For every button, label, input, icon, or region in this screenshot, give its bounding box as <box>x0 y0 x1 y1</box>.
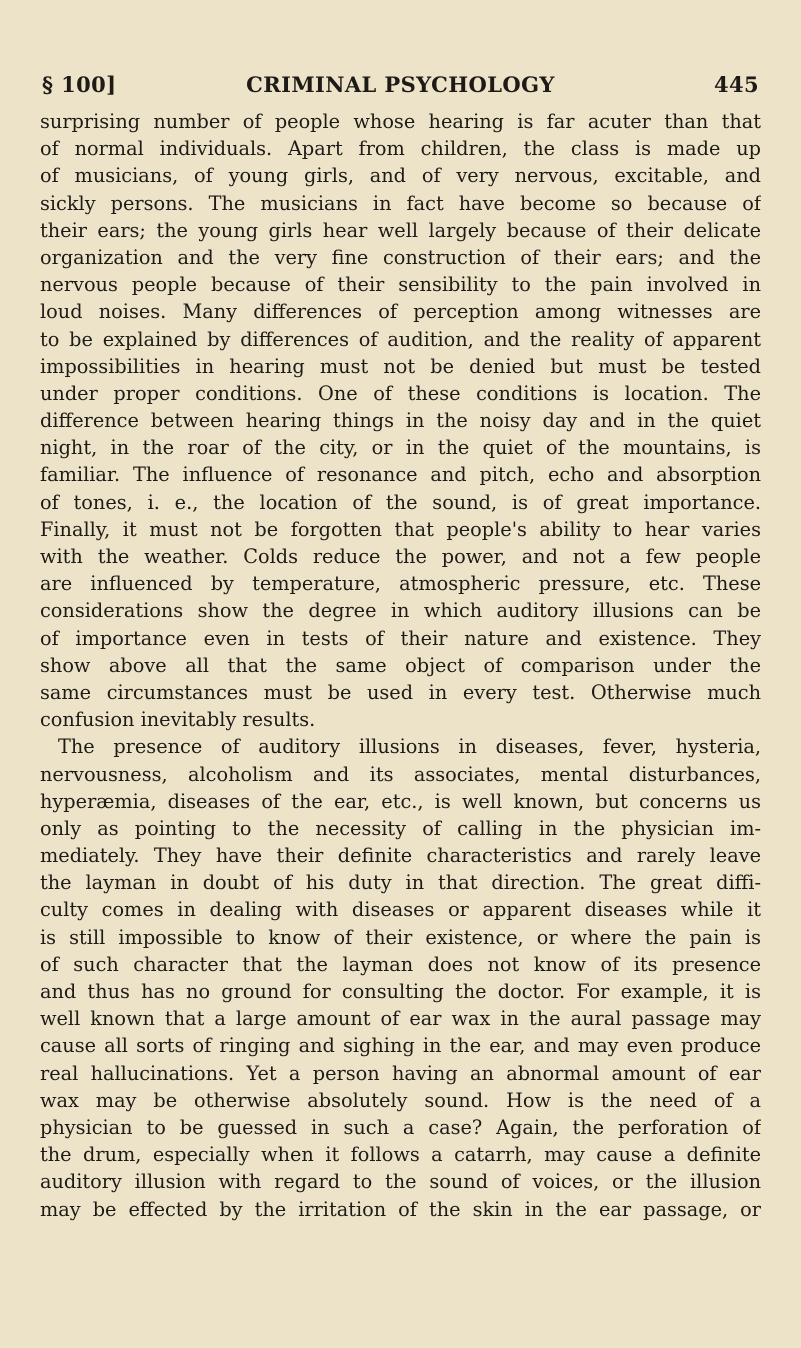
text-line: nervousness, alcoholism and its associates, mental disturbances, <box>40 762 761 786</box>
text-line: the drum, especially when it follows a catarrh, may cause a definite <box>40 1143 761 1167</box>
page-number: 445 <box>713 72 759 97</box>
text-line: to be explained by differences of audition, and the reality of apparent <box>40 327 761 351</box>
text-line: real hallucinations. Yet a person having an abnormal amount of ear <box>40 1061 761 1085</box>
text-line: well known that a large amount of ear wax in the aural passage may <box>40 1007 761 1031</box>
text-line: show above all that the same object of comparison under the <box>40 653 761 677</box>
text-line: of importance even in tests of their nature and existence. They <box>40 626 761 650</box>
text-line: surprising number of people whose hearing is far acuter than that <box>40 110 761 133</box>
text-line: night, in the roar of the city, or in the quiet of the mountains, is <box>40 436 761 460</box>
body-text <box>40 108 761 1223</box>
text-line: only as pointing to the necessity of calling in the physician im- <box>40 816 761 840</box>
running-head <box>40 64 761 104</box>
text-line: under proper conditions. One of these conditions is location. The <box>40 381 761 405</box>
paragraph <box>40 108 761 733</box>
text-line: hyperæmia, diseases of the ear, etc., is well known, but concerns us <box>40 789 761 813</box>
text-line: organization and the very fine construction of their ears; and the <box>40 245 761 269</box>
text-line: familiar. The influence of resonance and pitch, echo and absorption <box>40 463 761 487</box>
text-line: of normal individuals. Apart from children, the class is made up <box>40 137 761 161</box>
text-line: are influenced by temperature, atmospheric pressure, etc. These <box>40 572 761 596</box>
text-line: confusion inevitably results. <box>40 708 316 732</box>
text-line: the layman in doubt of his duty in that direction. The great diffi- <box>40 871 761 895</box>
text-line: physician to be guessed in such a case? Again, the perforation of <box>40 1115 761 1139</box>
text-line: nervous people because of their sensibility to the pain involved in <box>40 273 761 297</box>
text-line: of musicians, of young girls, and of very nervous, excitable, and <box>40 164 761 188</box>
paragraph <box>40 733 761 1222</box>
running-title: CRIMINAL PSYCHOLOGY <box>246 72 555 97</box>
text-line: same circumstances must be used in every test. Otherwise much <box>40 680 761 704</box>
section-number: § 100] <box>42 72 117 97</box>
text-line: of tones, i. e., the location of the sound, is of great importance. <box>40 490 761 514</box>
text-line: loud noises. Many differences of perception among witnesses are <box>40 300 761 324</box>
text-line: culty comes in dealing with diseases or apparent diseases while it <box>40 898 761 922</box>
text-line: and thus has no ground for consulting the doctor. For example, it is <box>40 980 761 1003</box>
text-line: of such character that the layman does not know of its presence <box>40 952 761 976</box>
text-line: wax may be otherwise absolutely sound. How is the need of a <box>40 1088 761 1112</box>
text-line: mediately. They have their definite characteristics and rarely leave <box>40 844 761 868</box>
text-line: sickly persons. The musicians in fact have become so because of <box>40 191 761 215</box>
text-line: cause all sorts of ringing and sighing in the ear, and may even produce <box>40 1034 761 1058</box>
text-line: The presence of auditory illusions in diseases, fever, hysteria, <box>58 735 761 759</box>
text-line: is still impossible to know of their existence, or where the pain is <box>40 925 761 949</box>
text-line: considerations show the degree in which auditory illusions can be <box>40 599 761 623</box>
text-line: may be effected by the irritation of the skin in the ear passage, or <box>40 1197 761 1221</box>
text-line: Finally, it must not be forgotten that people's ability to hear varies <box>40 517 761 541</box>
text-line: difference between hearing things in the noisy day and in the quiet <box>40 409 761 433</box>
text-line: impossibilities in hearing must not be denied but must be tested <box>40 354 761 378</box>
text-line: auditory illusion with regard to the sound of voices, or the illusion <box>40 1170 761 1194</box>
text-line: their ears; the young girls hear well largely because of their delicate <box>40 218 761 242</box>
text-line: with the weather. Colds reduce the power, and not a few people <box>40 545 761 568</box>
